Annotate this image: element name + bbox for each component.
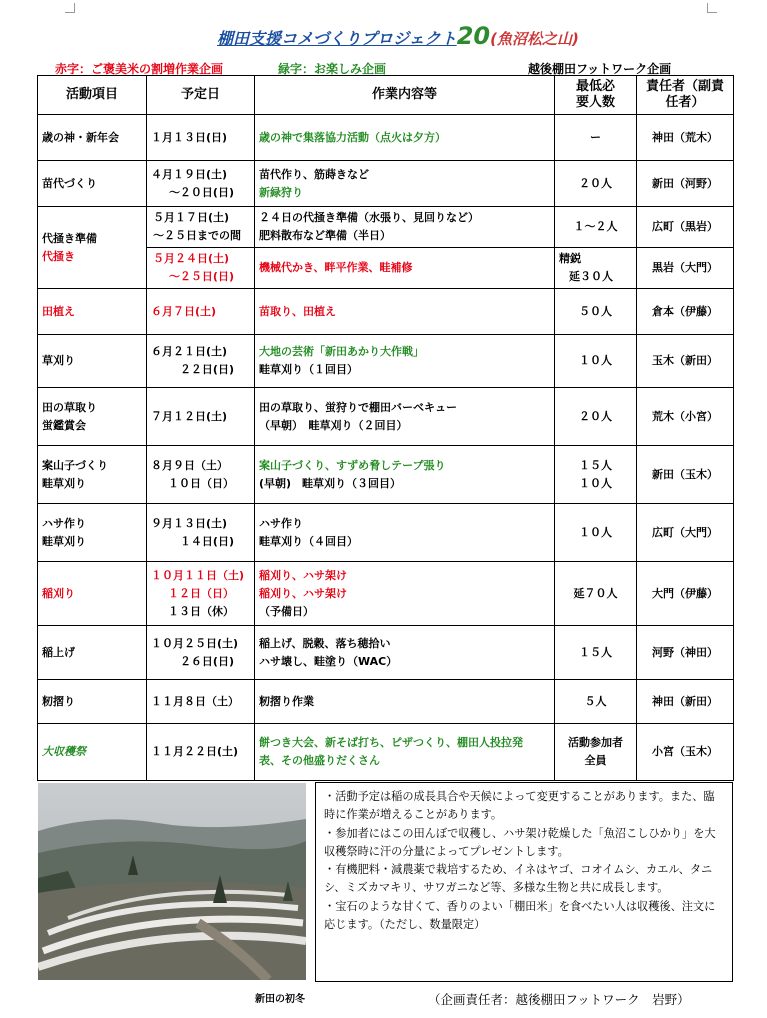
- work-line: 稲刈り、ハサ架け: [259, 568, 347, 582]
- date-line: １０月２５日(土): [151, 636, 239, 650]
- row-lead: 荒木（小宮）: [637, 388, 734, 446]
- row-item: 草刈り: [38, 335, 147, 388]
- notes-box: [315, 782, 733, 982]
- row-date: [147, 335, 255, 388]
- row-people: [555, 248, 637, 289]
- row-people: １０人: [555, 335, 637, 388]
- table-row: [38, 388, 734, 446]
- item-line: 畦草刈り: [42, 476, 86, 490]
- header-item: 活動項目: [38, 76, 147, 115]
- item-line: ハサ作り: [42, 516, 86, 530]
- people-line: 全員: [584, 754, 607, 767]
- row-work: 機械代かき、畔平作業、畦補修: [255, 248, 555, 289]
- table-row: [38, 115, 734, 161]
- date-line: １０月１１日（土): [151, 568, 245, 582]
- legend-red: 赤字：ご褒美米の割増作業企画: [55, 62, 224, 76]
- work-line: 表、その他盛りだくさん: [259, 754, 380, 767]
- row-people: 延７０人: [555, 562, 637, 626]
- page-corner-mark-right: [707, 3, 717, 13]
- row-work: 歳の神で集落協力活動（点火は夕方）: [255, 115, 555, 161]
- work-line: ハサ作り: [259, 516, 303, 530]
- work-line: （早朝） 畦草刈り（２回目）: [259, 418, 408, 432]
- table-row: [38, 289, 734, 335]
- row-item: 籾摺り: [38, 680, 147, 724]
- row-people: １５人: [555, 626, 637, 680]
- table-row: [38, 161, 734, 207]
- date-line: ～２０日(日): [168, 185, 234, 199]
- table-header-row: [38, 76, 734, 115]
- row-date: １月１３日(日): [147, 115, 255, 161]
- date-line: ９月１３日(土): [151, 516, 228, 530]
- row-work: [255, 207, 555, 248]
- planner-footer: （企画責任者：越後棚田フットワーク 岩野）: [428, 992, 690, 1007]
- work-line: 畦草刈り（４回目）: [259, 534, 358, 548]
- item-line: 蛍鑑賞会: [42, 418, 86, 432]
- row-lead: 広町（黒岩）: [637, 207, 734, 248]
- work-line: 大地の芸術「新田あかり大作戦」: [259, 345, 424, 358]
- row-date: １１月８日（土）: [147, 680, 255, 724]
- row-date: [147, 161, 255, 207]
- date-line: １２日（日）: [168, 586, 234, 600]
- row-date: ６月７日(土): [147, 289, 255, 335]
- row-lead: 大門（伊藤）: [637, 562, 734, 626]
- row-people: ー: [555, 115, 637, 161]
- row-lead: 小宮（玉木）: [637, 724, 734, 781]
- row-work: 苗取り、田植え: [255, 289, 555, 335]
- photo-caption: 新田の初冬: [255, 994, 305, 1005]
- item-line: 畦草刈り: [42, 534, 86, 548]
- row-date: [147, 562, 255, 626]
- date-line: １３日（休）: [168, 604, 234, 618]
- row-work: [255, 446, 555, 504]
- date-line: ～２５日(日): [168, 270, 234, 283]
- row-people: ２０人: [555, 161, 637, 207]
- work-line: （予備日）: [259, 604, 314, 618]
- row-lead: 倉本（伊藤）: [637, 289, 734, 335]
- row-lead: 黒岩（大門）: [637, 248, 734, 289]
- row-lead: 神田（新田）: [637, 680, 734, 724]
- table-row: [38, 724, 734, 781]
- date-line: ８月９日（土）: [151, 458, 228, 472]
- people-line: １５人: [579, 458, 612, 472]
- row-date: [147, 207, 255, 248]
- work-line: ２４日の代掻き準備（水張り、見回りなど）: [259, 211, 479, 224]
- row-people: ５人: [555, 680, 637, 724]
- note-item: ・活動予定は稲の成長具合や天候によって変更することがあります。また、臨時に作業が増えることがあります。: [324, 790, 715, 822]
- legend-green: 緑字：お楽しみ企画: [278, 62, 387, 76]
- row-lead: 河野（神田）: [637, 626, 734, 680]
- row-people: ５０人: [555, 289, 637, 335]
- page-title: [217, 22, 579, 50]
- row-lead: 広町（大門）: [637, 504, 734, 562]
- row-date: [147, 504, 255, 562]
- row-work: [255, 626, 555, 680]
- title-number: 20: [456, 22, 491, 50]
- row-work: [255, 724, 555, 781]
- row-work: 籾摺り作業: [255, 680, 555, 724]
- header-people: [555, 76, 637, 115]
- work-line: 稲上げ、脱穀、落ち穂拾い: [259, 636, 391, 650]
- date-line: １０日（日）: [168, 476, 234, 490]
- date-line: ６月２１日(土): [151, 345, 228, 358]
- row-date: [147, 446, 255, 504]
- table-row: [38, 504, 734, 562]
- row-people: １～２人: [555, 207, 637, 248]
- note-item: ・参加者にはこの田んぼで収穫し、ハサ架け乾燥した「魚沼こしひかり」を大収穫祭時に汗の分量によってプレゼントします。: [324, 826, 716, 858]
- people-line: 活動参加者: [568, 736, 623, 749]
- row-work: [255, 562, 555, 626]
- table-row: [38, 680, 734, 724]
- row-item: [38, 446, 147, 504]
- table-row: [38, 335, 734, 388]
- people-line: 精鋭: [559, 252, 581, 265]
- work-line: 肥料散布など準備（半日）: [259, 229, 391, 242]
- title-main: 棚田支援コメづくりプロジェクト: [217, 29, 457, 48]
- row-item: 歳の神・新年会: [38, 115, 147, 161]
- note-item: ・有機肥料・減農薬で栽培するため、イネはヤゴ、コオイムシ、カエル、タニシ、ミズカマキリ、サワガニなど等、多様な生物と共に成長します。: [324, 863, 713, 895]
- work-line: 苗代作り、筋蒔きなど: [259, 167, 369, 181]
- row-work: [255, 161, 555, 207]
- row-date: １１月２２日(土): [147, 724, 255, 781]
- date-line: ２２日(日): [179, 363, 234, 376]
- header-lead-label: 責任者（副責任者）: [645, 79, 724, 110]
- legend-organizer: 越後棚田フットワーク企画: [528, 62, 672, 76]
- date-line: ４月１９日(土): [151, 167, 228, 181]
- note-item: ・宝石のような甘くて、香りのよい「棚田米」を食べたい人は収穫後、注文に応じます。（ただし、数量限定）: [324, 899, 716, 932]
- work-line: 案山子づくり、すずめ脅しテープ張り: [259, 458, 446, 472]
- table-row: [38, 562, 734, 626]
- row-item: 田植え: [38, 289, 147, 335]
- work-line: ハサ壊し、畦塗り（WAC）: [259, 654, 398, 668]
- date-line: １４日(日): [179, 534, 234, 548]
- work-line: 畦草刈り（１回目）: [259, 363, 358, 376]
- item-line: 案山子づくり: [42, 458, 108, 472]
- row-item: [38, 207, 147, 289]
- date-line: ～２５日までの間: [153, 229, 241, 242]
- date-line: ５月１７日(土): [153, 211, 230, 224]
- row-date: ７月１２日(土): [147, 388, 255, 446]
- row-work: [255, 335, 555, 388]
- row-people: １０人: [555, 504, 637, 562]
- page-corner-mark-left: [65, 3, 75, 13]
- date-line: ５月２４日(土): [153, 252, 230, 265]
- work-line: 餅つき大会、新そば打ち、ピザつくり、棚田人投拉発: [259, 736, 523, 749]
- row-lead: 玉木（新田）: [637, 335, 734, 388]
- row-item: [38, 504, 147, 562]
- item-line: 代掻き: [42, 249, 75, 263]
- row-date: [147, 248, 255, 289]
- item-line: 代掻き準備: [42, 231, 97, 245]
- work-line: 田の草取り、蛍狩りで棚田バーベキュー: [259, 400, 457, 414]
- header-people-label: 最低必要人数: [575, 79, 615, 110]
- header-lead: [637, 76, 734, 115]
- table-row: [38, 446, 734, 504]
- header-work: 作業内容等: [255, 76, 555, 115]
- header-date: 予定日: [147, 76, 255, 115]
- row-lead: 新田（玉木）: [637, 446, 734, 504]
- row-people: ２０人: [555, 388, 637, 446]
- row-item: 大収穫祭: [38, 724, 147, 781]
- rice-terrace-photo: [38, 783, 306, 980]
- work-line: 稲刈り、ハサ架け: [259, 586, 347, 600]
- row-people: [555, 446, 637, 504]
- work-line: 新緑狩り: [259, 185, 303, 199]
- title-place: (魚沼松之山): [490, 30, 579, 48]
- row-item: 稲刈り: [38, 562, 147, 626]
- date-line: ２６日(日): [179, 654, 234, 668]
- row-work: [255, 504, 555, 562]
- row-item: 苗代づくり: [38, 161, 147, 207]
- people-line: １０人: [579, 476, 612, 490]
- row-lead: 新田（河野）: [637, 161, 734, 207]
- row-item: 稲上げ: [38, 626, 147, 680]
- table-row: [38, 207, 734, 248]
- row-lead: 神田（荒木）: [637, 115, 734, 161]
- table-row: [38, 626, 734, 680]
- schedule-table: [37, 75, 734, 781]
- row-people: [555, 724, 637, 781]
- row-date: [147, 626, 255, 680]
- row-work: [255, 388, 555, 446]
- people-line: 延３０人: [569, 270, 613, 283]
- row-item: [38, 388, 147, 446]
- item-line: 田の草取り: [42, 400, 97, 414]
- work-line: (早朝) 畦草刈り（３回目）: [259, 476, 402, 490]
